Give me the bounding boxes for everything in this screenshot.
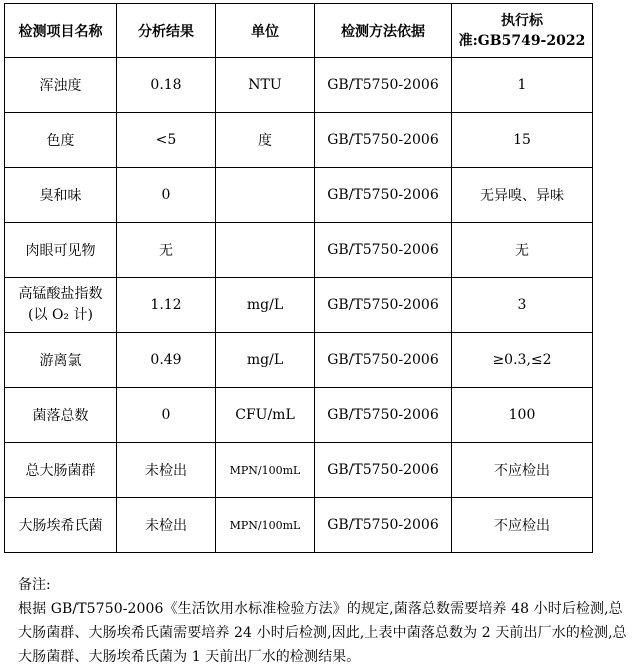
cell-item-line1: 高锰酸盐指数 <box>18 286 103 302</box>
header-method: 检测方法依据 <box>315 4 452 58</box>
cell-item: 浑浊度 <box>5 58 117 113</box>
notes-section <box>18 573 632 669</box>
cell-result: 0.18 <box>117 58 216 113</box>
cell-result: 未检出 <box>117 498 216 553</box>
cell-standard: 无异嗅、异味 <box>452 168 593 223</box>
cell-standard: 1 <box>452 58 593 113</box>
table-row <box>5 388 593 443</box>
table-row <box>5 113 593 168</box>
water-quality-table <box>4 3 593 553</box>
cell-unit <box>216 223 315 278</box>
cell-standard: 3 <box>452 278 593 333</box>
header-standard <box>452 4 593 58</box>
header-result: 分析结果 <box>117 4 216 58</box>
cell-unit: mg/L <box>216 333 315 388</box>
cell-method: GB/T5750-2006 <box>315 58 452 113</box>
cell-unit: mg/L <box>216 278 315 333</box>
cell-item: 大肠埃希氏菌 <box>5 498 117 553</box>
header-item: 检测项目名称 <box>5 4 117 58</box>
header-unit: 单位 <box>216 4 315 58</box>
table-header-row <box>5 4 593 58</box>
cell-item-line2: (以 O₂ 计) <box>28 307 93 323</box>
cell-method: GB/T5750-2006 <box>315 388 452 443</box>
cell-result: 无 <box>117 223 216 278</box>
cell-result: 0 <box>117 388 216 443</box>
cell-unit: 度 <box>216 113 315 168</box>
cell-item: 肉眼可见物 <box>5 223 117 278</box>
cell-method: GB/T5750-2006 <box>315 333 452 388</box>
cell-item: 游离氯 <box>5 333 117 388</box>
cell-unit <box>216 168 315 223</box>
cell-method: GB/T5750-2006 <box>315 113 452 168</box>
cell-result: 0.49 <box>117 333 216 388</box>
cell-standard: ≥0.3,≤2 <box>452 333 593 388</box>
table-row <box>5 58 593 113</box>
cell-standard: 无 <box>452 223 593 278</box>
cell-unit: CFU/mL <box>216 388 315 443</box>
table-row <box>5 278 593 333</box>
cell-unit: MPN/100mL <box>216 498 315 553</box>
table-row <box>5 498 593 553</box>
cell-unit: MPN/100mL <box>216 443 315 498</box>
table-row <box>5 168 593 223</box>
cell-result: 0 <box>117 168 216 223</box>
header-standard-line1: 执行标 <box>501 12 543 29</box>
cell-item: 总大肠菌群 <box>5 443 117 498</box>
cell-result: 未检出 <box>117 443 216 498</box>
cell-unit: NTU <box>216 58 315 113</box>
cell-standard: 不应检出 <box>452 498 593 553</box>
cell-result: <5 <box>117 113 216 168</box>
cell-method: GB/T5750-2006 <box>315 278 452 333</box>
notes-title: 备注: <box>18 577 51 593</box>
cell-standard: 15 <box>452 113 593 168</box>
cell-method: GB/T5750-2006 <box>315 443 452 498</box>
header-standard-line2: 准:GB5749-2022 <box>458 32 586 49</box>
cell-standard: 100 <box>452 388 593 443</box>
cell-item <box>5 278 117 333</box>
cell-standard: 不应检出 <box>452 443 593 498</box>
cell-item: 色度 <box>5 113 117 168</box>
cell-method: GB/T5750-2006 <box>315 223 452 278</box>
table-row <box>5 443 593 498</box>
cell-item: 菌落总数 <box>5 388 117 443</box>
cell-method: GB/T5750-2006 <box>315 498 452 553</box>
cell-result: 1.12 <box>117 278 216 333</box>
notes-body: 根据 GB/T5750-2006《生活饮用水标准检验方法》的规定,菌落总数需要培养 48 小时后检测,总大肠菌群、大肠埃希氏菌需要培养 24 小时后检测,因此,上表中菌落总数为 2 天前出厂水的检测,总大肠菌群、大肠埃希氏菌为 1 天前出厂水的检测结果。 <box>18 601 627 665</box>
cell-item: 臭和味 <box>5 168 117 223</box>
table-row <box>5 223 593 278</box>
cell-method: GB/T5750-2006 <box>315 168 452 223</box>
table-row <box>5 333 593 388</box>
